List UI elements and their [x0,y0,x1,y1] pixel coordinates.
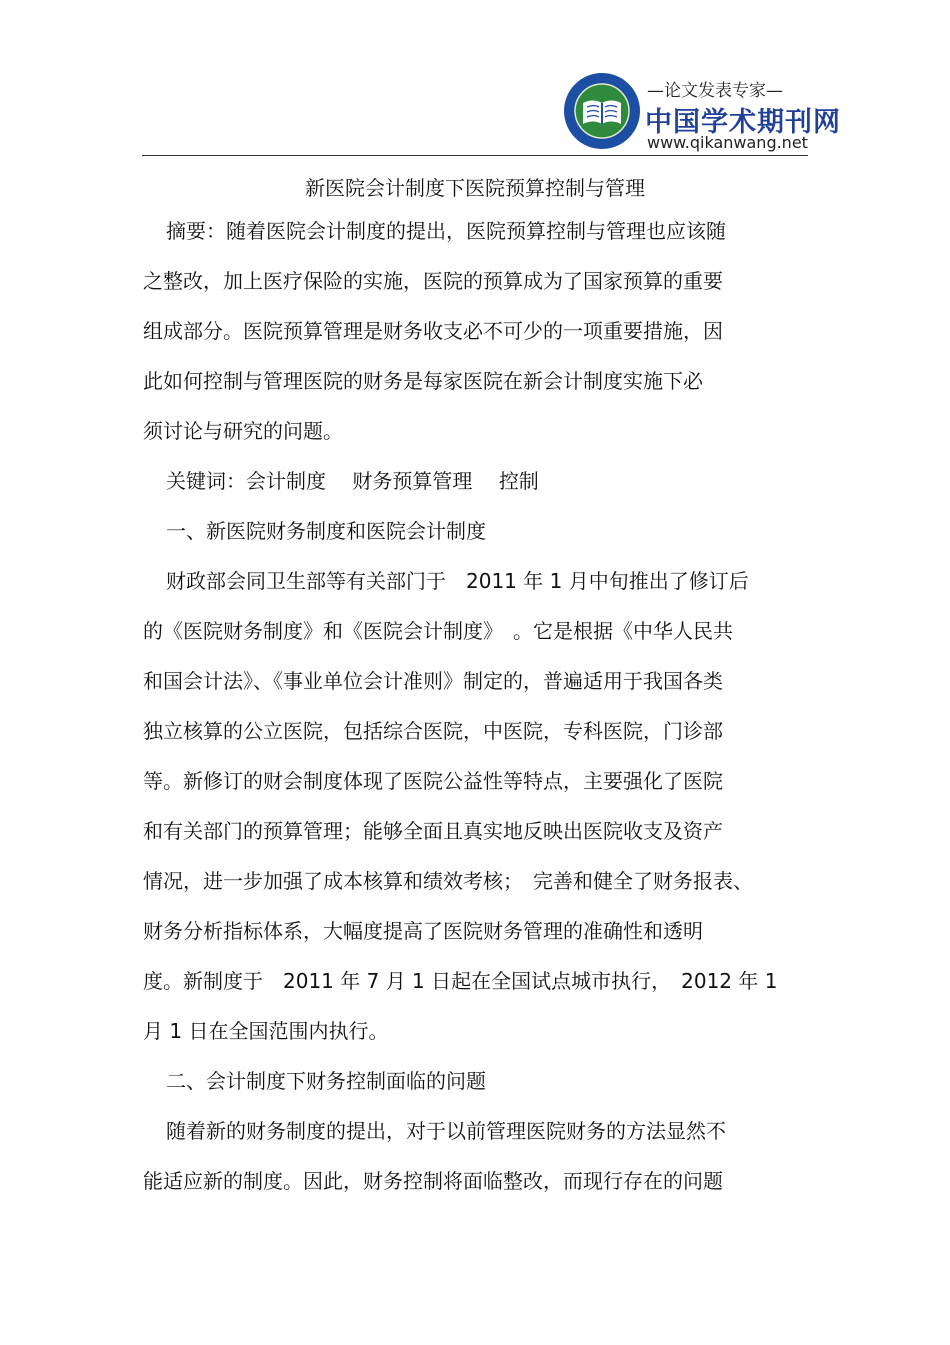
body-line: 月 1 日在全国范围内执行。 [143,1019,389,1043]
body-line: 能适应新的制度。因此，财务控制将面临整改，而现行存在的问题 [143,1169,723,1193]
logo-slogan: —论文发表专家— [647,81,783,101]
logo-emblem-icon [563,72,641,150]
body-line: 度。新制度于 2011 年 7 月 1 日起在全国试点城市执行， 2012 年 1 [143,969,778,993]
document-title: 新医院会计制度下医院预算控制与管理 [305,176,645,200]
keywords-line: 关键词：会计制度 财务预算管理 控制 [166,469,539,493]
body-line: 须讨论与研究的问题。 [143,419,343,443]
logo-url: www.qikanwang.net [647,133,808,152]
header-divider [142,155,808,156]
body-line: 和有关部门的预算管理；能够全面且真实地反映出医院收支及资产 [143,819,723,843]
logo-name: 中国学术期刊网 [645,107,841,138]
body-line: 随着新的财务制度的提出，对于以前管理医院财务的方法显然不 [166,1119,726,1143]
body-line: 和国会计法》、《事业单位会计准则》制定的，普遍适用于我国各类 [143,669,723,693]
logo-wordmark [645,72,841,154]
body-line: 的《医院财务制度》和《医院会计制度》 。它是根据《中华人民共 [143,619,733,643]
body-line: 财务分析指标体系，大幅度提高了医院财务管理的准确性和透明 [143,919,703,943]
section-heading: 一、新医院财务制度和医院会计制度 [166,519,486,543]
site-logo [563,72,841,154]
page-header [0,0,950,160]
section-heading: 二、会计制度下财务控制面临的问题 [166,1069,486,1093]
body-line: 独立核算的公立医院，包括综合医院，中医院，专科医院，门诊部 [143,719,723,743]
body-line: 财政部会同卫生部等有关部门于 2011 年 1 月中旬推出了修订后 [166,569,749,593]
body-line: 组成部分。医院预算管理是财务收支必不可少的一项重要措施，因 [143,319,723,343]
body-line: 之整改，加上医疗保险的实施，医院的预算成为了国家预算的重要 [143,269,723,293]
body-line: 摘要：随着医院会计制度的提出，医院预算控制与管理也应该随 [166,219,726,243]
body-line: 此如何控制与管理医院的财务是每家医院在新会计制度实施下必 [143,369,703,393]
body-line: 等。新修订的财会制度体现了医院公益性等特点，主要强化了医院 [143,769,723,793]
body-line: 情况，进一步加强了成本核算和绩效考核； 完善和健全了财务报表、 [143,869,753,893]
